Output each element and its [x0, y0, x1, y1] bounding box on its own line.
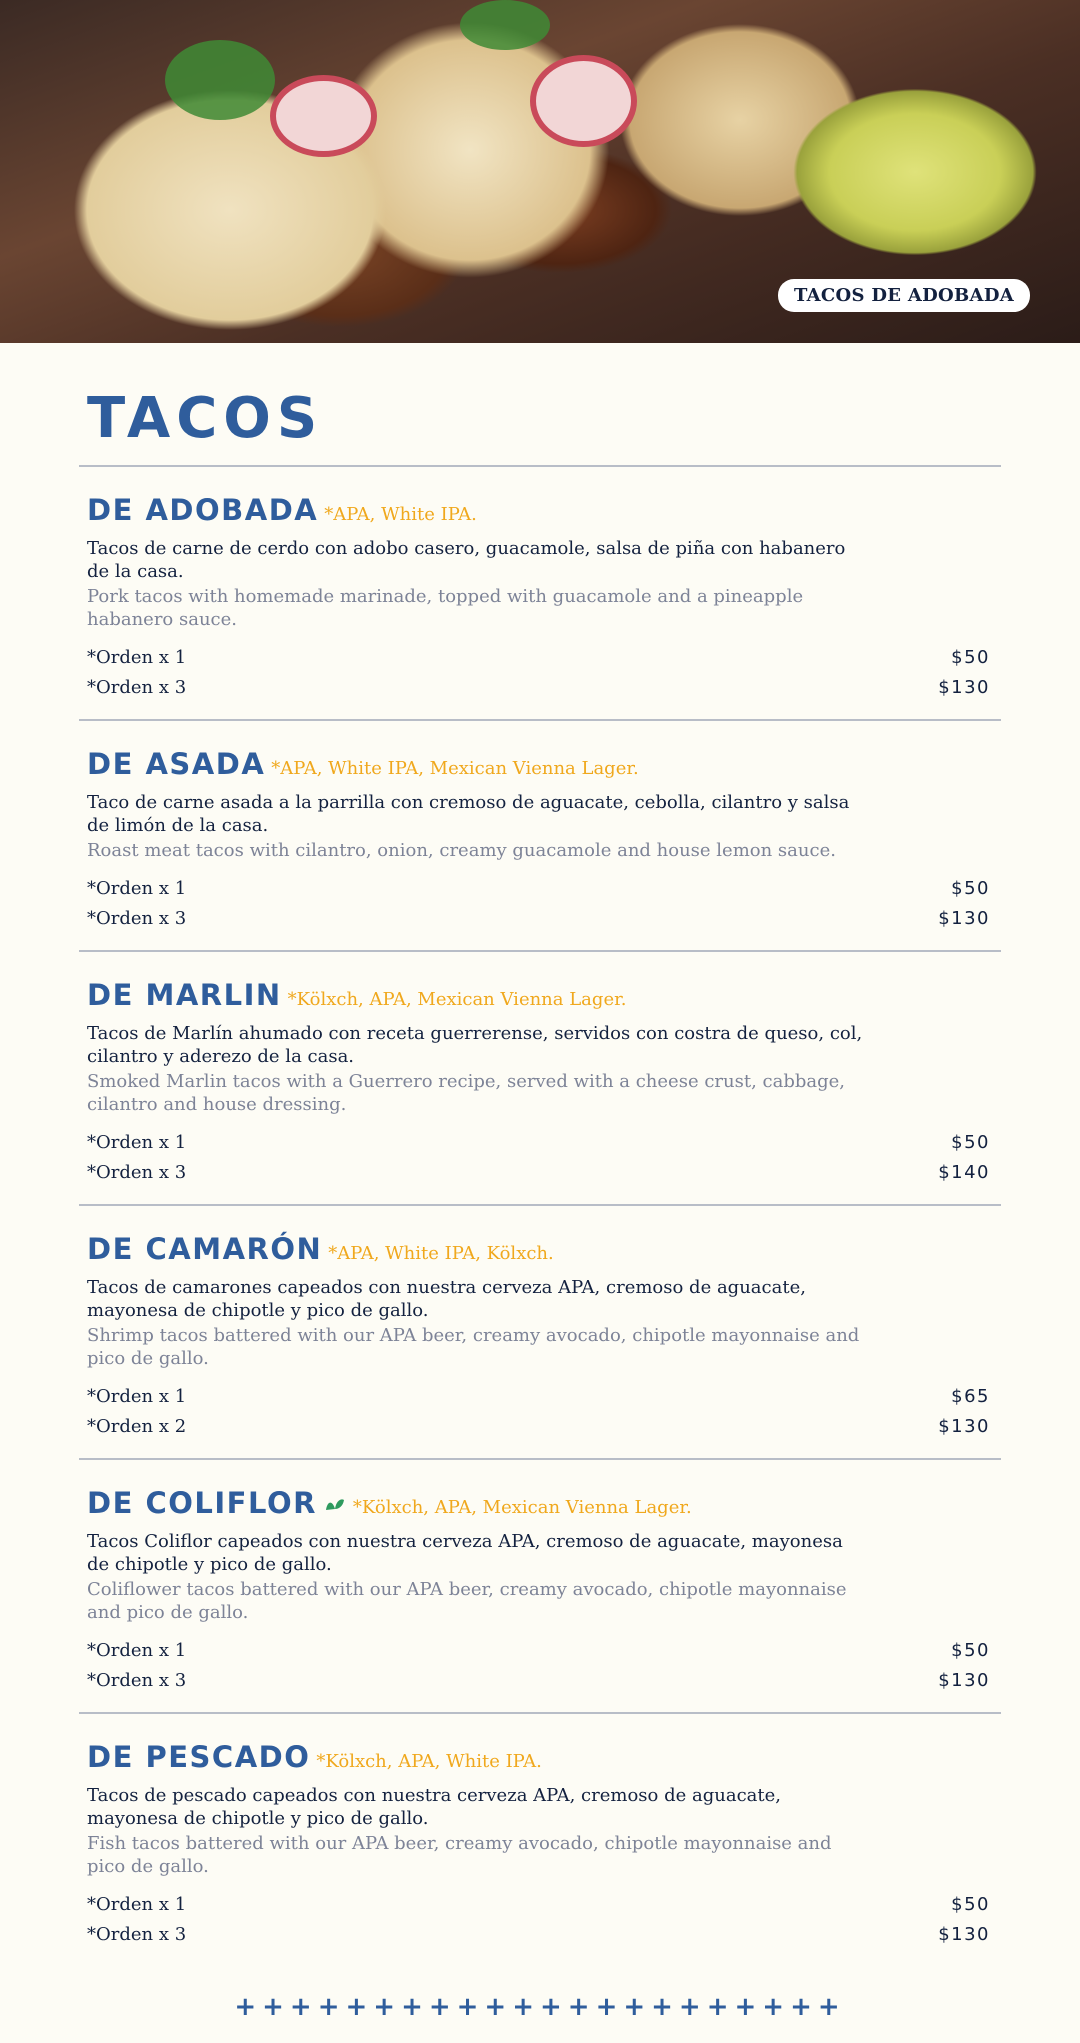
order-option [87, 643, 990, 673]
description-en: Roast meat tacos with cilantro, onion, creamy guacamole and house lemon sauce. [87, 840, 836, 861]
order-price: $130 [938, 908, 990, 929]
decorative-ornament: ++++++++++++++++++++++ [234, 1992, 846, 2022]
item-name: DE PESCADO [87, 1740, 311, 1774]
leaf-icon [325, 1497, 345, 1511]
description-en: Shrimp tacos battered with our APA beer, creamy avocado, chipotle mayonnaise and pico de gallo. [87, 1325, 860, 1369]
beer-pairing: *APA, White IPA, Mexican Vienna Lager. [271, 758, 639, 779]
order-option [87, 1636, 990, 1666]
description-es: Tacos de carne de cerdo con adobo casero, guacamole, salsa de piña con habanero de la casa. [87, 538, 846, 582]
order-price: $130 [938, 1670, 990, 1691]
order-label: *Orden x 1 [87, 878, 187, 899]
beer-pairing: *Kölxch, APA, White IPA. [316, 1751, 542, 1772]
menu-item [79, 721, 1001, 950]
menu-item [79, 1714, 1001, 1966]
order-label: *Orden x 1 [87, 1386, 187, 1407]
order-label: *Orden x 3 [87, 677, 187, 698]
description-en: Pork tacos with homemade marinade, topped with guacamole and a pineapple habanero sauce. [87, 586, 804, 630]
order-price: $50 [951, 1640, 990, 1661]
menu-items-list [79, 465, 1001, 1966]
description-es: Tacos de Marlín ahumado con receta guerrerense, servidos con costra de queso, col, cilantro y aderezo de la casa. [87, 1023, 863, 1067]
order-option [87, 1666, 990, 1696]
item-name: DE COLIFLOR [87, 1486, 317, 1520]
order-label: *Orden x 1 [87, 1894, 187, 1915]
order-price: $130 [938, 1416, 990, 1437]
hero-image [0, 0, 1080, 343]
description-en: Fish tacos battered with our APA beer, creamy avocado, chipotle mayonnaise and pico de gallo. [87, 1833, 832, 1877]
order-price: $130 [938, 677, 990, 698]
description-es: Tacos de camarones capeados con nuestra cerveza APA, cremoso de aguacate, mayonesa de chipotle y pico de gallo. [87, 1277, 806, 1321]
beer-pairing: *Kölxch, APA, Mexican Vienna Lager. [287, 989, 627, 1010]
order-option [87, 874, 990, 904]
beer-pairing: *APA, White IPA. [324, 504, 477, 525]
cilantro-decor [460, 0, 550, 50]
order-option [87, 1890, 990, 1920]
order-price: $50 [951, 1894, 990, 1915]
beer-pairing: *APA, White IPA, Kölxch. [328, 1243, 554, 1264]
radish-decor [270, 75, 377, 157]
order-price: $50 [951, 878, 990, 899]
menu-item [79, 952, 1001, 1204]
order-label: *Orden x 2 [87, 1416, 187, 1437]
order-option [87, 1412, 990, 1442]
description-es: Tacos Coliflor capeados con nuestra cerveza APA, cremoso de aguacate, mayonesa de chipotle y pico de gallo. [87, 1531, 843, 1575]
order-label: *Orden x 1 [87, 1132, 187, 1153]
beer-pairing: *Kölxch, APA, Mexican Vienna Lager. [352, 1497, 692, 1518]
order-price: $130 [938, 1924, 990, 1945]
order-label: *Orden x 3 [87, 908, 187, 929]
order-option [87, 1920, 990, 1950]
description-es: Tacos de pescado capeados con nuestra cerveza APA, cremoso de aguacate, mayonesa de chipotle y pico de gallo. [87, 1785, 781, 1829]
order-label: *Orden x 3 [87, 1670, 187, 1691]
item-name: DE MARLIN [87, 978, 282, 1012]
menu-item [79, 467, 1001, 719]
item-name: DE CAMARÓN [87, 1232, 323, 1266]
menu-content [0, 386, 1080, 2022]
order-label: *Orden x 3 [87, 1924, 187, 1945]
order-price: $140 [938, 1162, 990, 1183]
order-option [87, 1158, 990, 1188]
cilantro-decor [165, 40, 275, 120]
order-price: $50 [951, 647, 990, 668]
order-label: *Orden x 1 [87, 647, 187, 668]
order-label: *Orden x 1 [87, 1640, 187, 1661]
hero-caption-badge: TACOS DE ADOBADA [778, 279, 1030, 312]
description-es: Taco de carne asada a la parrilla con cremoso de aguacate, cebolla, cilantro y salsa de limón de la casa. [87, 792, 850, 836]
menu-item [79, 1206, 1001, 1458]
item-name: DE ASADA [87, 747, 266, 781]
description-en: Smoked Marlin tacos with a Guerrero recipe, served with a cheese crust, cabbage, cilantro and house dressing. [87, 1071, 845, 1115]
description-en: Coliflower tacos battered with our APA beer, creamy avocado, chipotle mayonnaise and pico de gallo. [87, 1579, 847, 1623]
radish-decor [530, 55, 637, 147]
order-option [87, 904, 990, 934]
order-option [87, 1382, 990, 1412]
order-option [87, 673, 990, 703]
order-price: $50 [951, 1132, 990, 1153]
order-price: $65 [951, 1386, 990, 1407]
section-title: TACOS [87, 386, 324, 451]
order-option [87, 1128, 990, 1158]
item-name: DE ADOBADA [87, 493, 319, 527]
order-label: *Orden x 3 [87, 1162, 187, 1183]
menu-item [79, 1460, 1001, 1712]
